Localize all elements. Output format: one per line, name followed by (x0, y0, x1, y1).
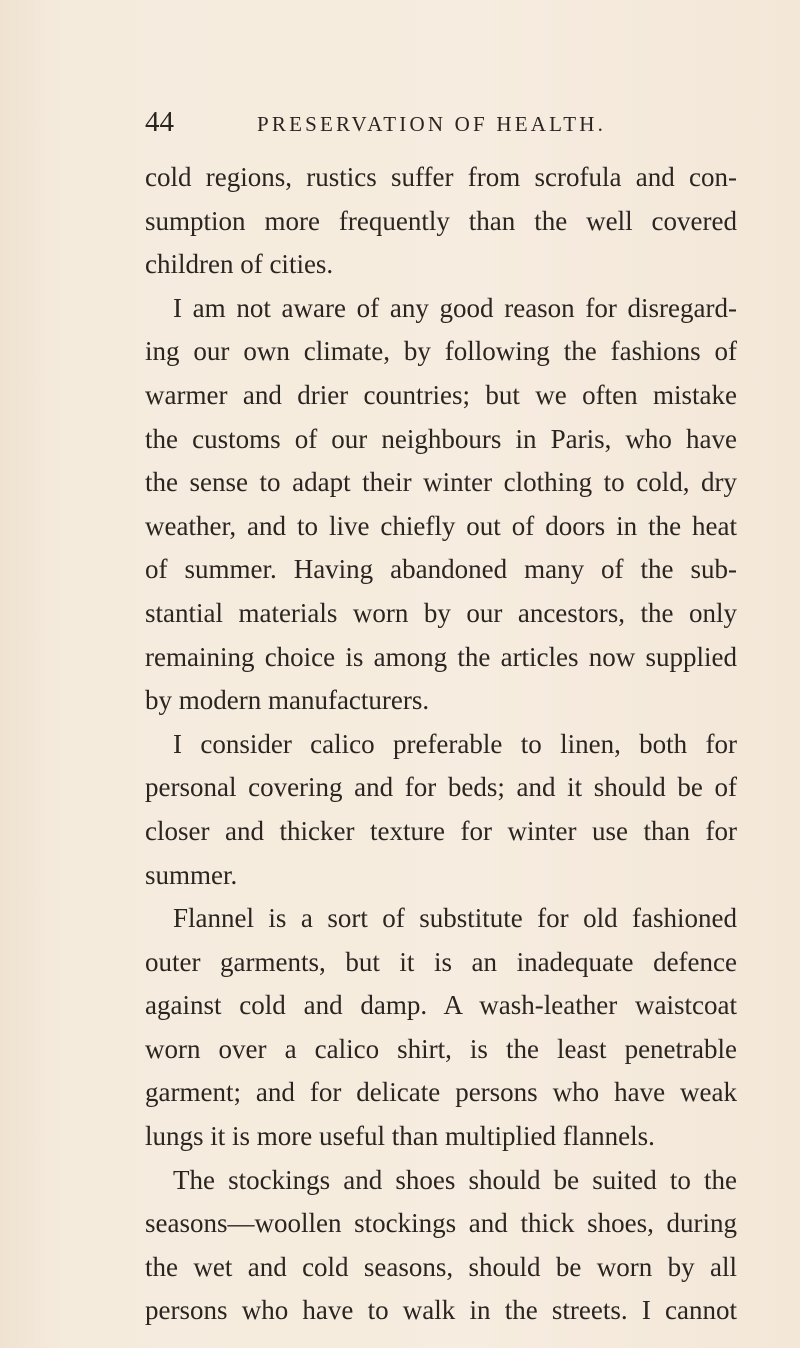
text-line: The stockings and shoes should be suited to the (173, 1164, 737, 1195)
text-line: the sense to adapt their winter clothing to cold, dry (145, 467, 737, 498)
text-line: seasons—woollen stockings and thick shoes, during (145, 1208, 737, 1239)
text-line: persons who have to walk in the streets. I cannot (145, 1295, 737, 1326)
text-line: of summer. Having abandoned many of the sub- (145, 554, 737, 585)
text-line: I am not aware of any good reason for disregard- (173, 292, 737, 323)
page-number: 44 (145, 106, 174, 138)
text-line: the customs of our neighbours in Paris, who have (145, 423, 737, 454)
text-line: personal covering and for beds; and it should be of (145, 772, 737, 803)
text-line: ing our own climate, by following the fashions of (145, 336, 737, 367)
page-header (145, 102, 745, 142)
text-line: Flannel is a sort of substitute for old fashioned (173, 903, 737, 934)
text-line: warmer and drier countries; but we often mistake (145, 379, 737, 410)
text-line: weather, and to live chiefly out of doors in the heat (145, 510, 737, 541)
text-line: children of cities. (145, 249, 334, 280)
text-line: summer. (145, 859, 238, 890)
text-line: remaining choice is among the articles now supplied (145, 641, 737, 672)
text-line: garment; and for delicate persons who have weak (145, 1077, 737, 1108)
text-line: sumption more frequently than the well covered (145, 205, 737, 236)
text-line: I consider calico preferable to linen, both for (173, 728, 737, 759)
text-line: against cold and damp. A wash-leather waistcoat (145, 990, 737, 1021)
text-line: outer garments, but it is an inadequate defence (145, 946, 737, 977)
text-line: lungs it is more useful than multiplied flannels. (145, 1121, 655, 1152)
text-line: by modern manufacturers. (145, 685, 430, 716)
running-head: PRESERVATION OF HEALTH. (257, 112, 607, 136)
text-line: cold regions, rustics suffer from scrofula and con- (145, 162, 737, 192)
text-line: the wet and cold seasons, should be worn by all (145, 1251, 737, 1282)
text-line: closer and thicker texture for winter use than for (145, 815, 737, 846)
text-line: stantial materials worn by our ancestors, the only (145, 597, 737, 628)
text-line: worn over a calico shirt, is the least penetrable (145, 1033, 737, 1064)
body-text (145, 156, 737, 1333)
